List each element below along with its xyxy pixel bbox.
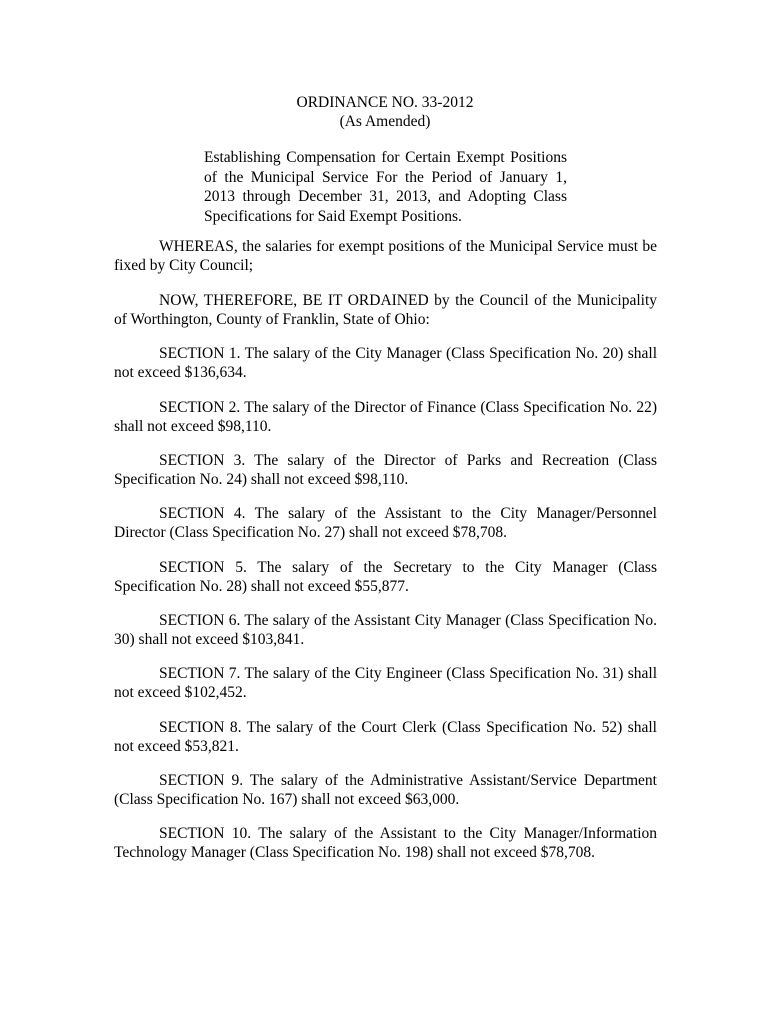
section-4: SECTION 4. The salary of the Assistant to the City Manager/Personnel Director (Class Specification No. 27) shall not exceed $78,708.: [114, 505, 657, 541]
section-7: SECTION 7. The salary of the City Engineer (Class Specification No. 31) shall not exceed $102,452.: [114, 665, 657, 701]
ordaining-clause: NOW, THEREFORE, BE IT ORDAINED by the Council of the Municipality of Worthington, County of Franklin, State of Ohio:: [114, 292, 657, 328]
amended-note: (As Amended): [339, 113, 431, 130]
section-8: SECTION 8. The salary of the Court Clerk (Class Specification No. 52) shall not exceed $53,821.: [114, 719, 657, 755]
ordinance-number: ORDINANCE NO. 33-2012: [296, 94, 474, 111]
section-9: SECTION 9. The salary of the Administrative Assistant/Service Department (Class Specification No. 167) shall not exceed $63,000.: [114, 772, 657, 808]
section-5: SECTION 5. The salary of the Secretary to the City Manager (Class Specification No. 28) shall not exceed $55,877.: [114, 559, 657, 595]
whereas-clause: WHEREAS, the salaries for exempt positions of the Municipal Service must be fixed by City Council;: [114, 238, 657, 274]
section-6: SECTION 6. The salary of the Assistant City Manager (Class Specification No. 30) shall not exceed $103,841.: [114, 612, 657, 648]
ordinance-subject: Establishing Compensation for Certain Exempt Positions of the Municipal Service For the Period of January 1, 2013 through December 31, 2013, and Adopting Class Specifications for Said Exempt Positions.: [204, 149, 567, 225]
section-10: SECTION 10. The salary of the Assistant to the City Manager/Information Technology Manager (Class Specification No. 198) shall not exceed $78,708.: [114, 825, 657, 861]
section-2: SECTION 2. The salary of the Director of Finance (Class Specification No. 22) shall not exceed $98,110.: [114, 399, 657, 435]
section-3: SECTION 3. The salary of the Director of Parks and Recreation (Class Specification No. 24) shall not exceed $98,110.: [114, 452, 657, 488]
section-1: SECTION 1. The salary of the City Manager (Class Specification No. 20) shall not exceed $136,634.: [114, 345, 657, 381]
